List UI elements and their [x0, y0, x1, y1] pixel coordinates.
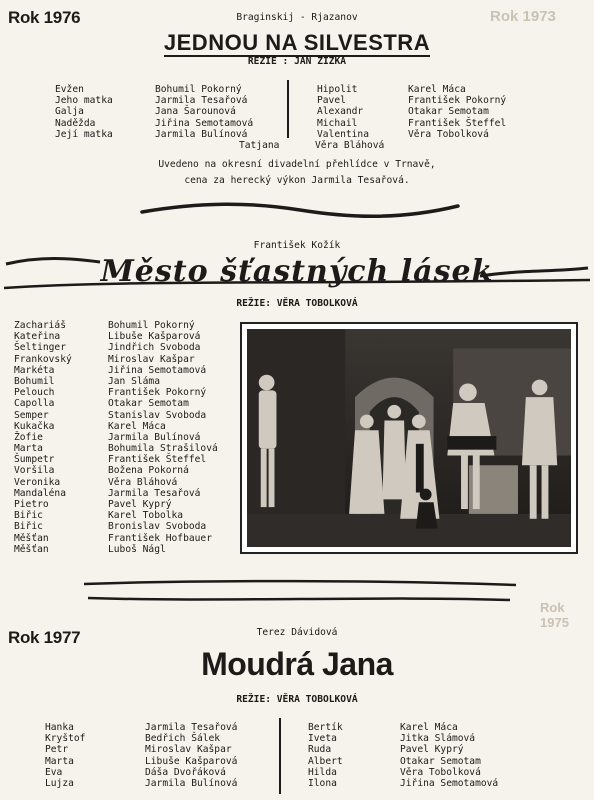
- role: Naděžda: [55, 117, 96, 129]
- play3-title: Moudrá Jana: [201, 646, 393, 682]
- role: Eva: [45, 766, 63, 778]
- actor: Jarmila Tesařová: [145, 722, 238, 733]
- role: Měšťan: [14, 543, 49, 555]
- role: Bohumil: [14, 375, 55, 387]
- actor: František Hofbauer: [108, 532, 212, 544]
- production-photo: [240, 322, 578, 554]
- actor: Miroslav Kašpar: [108, 353, 195, 365]
- actor: František Šteffel: [108, 454, 207, 466]
- role: Její matka: [55, 128, 113, 140]
- actor: Jiřina Semotamová: [400, 777, 499, 789]
- role: Kryštof: [45, 733, 86, 745]
- role: Ruda: [308, 744, 332, 756]
- play2-author: František Kožík: [253, 240, 341, 251]
- role: Iveta: [308, 733, 337, 745]
- role: Alexandr: [317, 106, 364, 118]
- actor: Libuše Kašparová: [145, 755, 238, 767]
- actor: Jan Sláma: [108, 375, 160, 387]
- actor: Jarmila Bulínová: [145, 777, 238, 789]
- play1-actors-left: [155, 84, 253, 140]
- wave-divider: [140, 200, 460, 220]
- actor: Jarmila Bulínová: [108, 431, 201, 443]
- actor: Bronislav Svoboda: [108, 521, 207, 533]
- role: Pavel: [317, 95, 346, 107]
- actor: Bedřich Šálek: [145, 733, 221, 745]
- role: Markéta: [14, 364, 55, 376]
- role: Biřic: [14, 521, 43, 533]
- year-1977: Rok 1977: [8, 628, 81, 647]
- role: Albert: [308, 755, 343, 767]
- play1-roles-right: [317, 84, 369, 140]
- role: Biřic: [14, 510, 43, 522]
- role: Měšťan: [14, 532, 49, 544]
- actor: Pavel Kyprý: [108, 499, 172, 510]
- role: Marta: [45, 755, 74, 767]
- role: Lujza: [45, 777, 74, 789]
- role: Šeltinger: [14, 342, 66, 354]
- role: Michail: [317, 117, 358, 129]
- role: Semper: [14, 409, 49, 421]
- role: Galja: [55, 106, 84, 118]
- role: Žofie: [14, 431, 43, 443]
- play1-title: [0, 30, 594, 56]
- role: Pelouch: [14, 387, 55, 399]
- actor: Jindřich Svoboda: [108, 342, 201, 354]
- bleed-year-left: Rok 1973: [490, 8, 556, 25]
- role: Jeho matka: [55, 95, 113, 107]
- play2-roles: [14, 320, 72, 555]
- role: Valentina: [317, 128, 369, 140]
- role: Voršila: [14, 465, 55, 477]
- actor: František Šteffel: [408, 117, 507, 129]
- play1-actors-right: [408, 84, 506, 140]
- double-rule-divider: [80, 576, 520, 608]
- play1-roles-left: [55, 84, 113, 140]
- column-divider: [279, 718, 281, 794]
- role: Zachariáš: [14, 320, 66, 331]
- actor: Jitka Slámová: [400, 733, 476, 745]
- actor: Miroslav Kašpar: [145, 744, 232, 756]
- play3-actors-left: [145, 722, 237, 789]
- actor: Pavel Kyprý: [400, 744, 464, 756]
- play3-roles-left: [45, 722, 85, 789]
- actor: František Pokorný: [408, 95, 507, 107]
- actor: František Pokorný: [108, 387, 207, 399]
- role: Hilda: [308, 766, 337, 778]
- role: Marta: [14, 443, 43, 455]
- actor: Otakar Semotam: [108, 398, 189, 410]
- play2-title: Město šťastných lásek: [100, 254, 494, 289]
- play1-title-text: JEDNOU NA SILVESTRA: [163, 30, 431, 55]
- play1-note-line2: cena za herecký výkon Jarmila Tesařová.: [184, 175, 410, 186]
- role: Šumpetr: [14, 454, 55, 466]
- play3-director: REŽIE: VĚRA TOBOLKOVÁ: [236, 694, 358, 705]
- role: Frankovský: [14, 353, 72, 365]
- play3-actors-right: [400, 722, 498, 789]
- actor: Věra Tobolková: [408, 128, 489, 140]
- actor: Stanislav Svoboda: [108, 409, 207, 421]
- role: Kateřina: [14, 331, 61, 343]
- play1-note-line1: Uvedeno na okresní divadelní přehlídce v Trnavě,: [158, 159, 436, 170]
- role: Pietro: [14, 499, 49, 510]
- actor: Božena Pokorná: [108, 465, 189, 477]
- actor: Bohumila Strašilová: [108, 443, 218, 455]
- actor: Jiřina Semotamová: [155, 117, 254, 129]
- actor: Otakar Semotam: [408, 106, 489, 118]
- actor: Jarmila Tesařová: [108, 487, 201, 499]
- role: Hipolit: [317, 84, 358, 95]
- role: Ilona: [308, 777, 337, 789]
- role: Hanka: [45, 722, 74, 733]
- play1-authors: Braginskij - Rjazanov: [236, 12, 358, 23]
- actor: Věra Tobolková: [400, 766, 481, 778]
- year-1976: Rok 1976: [8, 8, 81, 27]
- role: Veronika: [14, 476, 61, 488]
- play1-extra-role: Tatjana: [239, 140, 280, 151]
- actor: Věra Bláhová: [108, 476, 178, 488]
- role: Bertík: [308, 722, 343, 733]
- actor: Jarmila Bulínová: [155, 128, 248, 140]
- role: Capolla: [14, 398, 55, 410]
- actor: Jarmila Tesařová: [155, 95, 248, 107]
- play1-director: REŽIE : JAN ŽIŽKA: [247, 56, 347, 67]
- actor: Otakar Semotam: [400, 755, 481, 767]
- actor: Jana Šarounová: [155, 106, 236, 118]
- column-divider: [287, 80, 289, 138]
- actor: Dáša Dvořáková: [145, 766, 226, 778]
- photo-scene: [247, 329, 571, 547]
- actor: Karel Tobolka: [108, 510, 184, 522]
- play2-director: REŽIE: VĚRA TOBOLKOVÁ: [236, 298, 358, 309]
- actor: Jiřina Semotamová: [108, 364, 207, 376]
- play2-actors: [108, 320, 218, 555]
- role: Petr: [45, 744, 69, 756]
- actor: Karel Máca: [108, 420, 166, 432]
- actor: Libuše Kašparová: [108, 331, 201, 343]
- role: Kukačka: [14, 420, 55, 432]
- role: Evžen: [55, 84, 84, 95]
- play3-roles-right: [308, 722, 343, 789]
- bleed-year-right: Rok 1975: [540, 600, 569, 630]
- actor: Bohumil Pokorný: [108, 320, 195, 331]
- role: Mandaléna: [14, 487, 66, 499]
- play1-extra-actor: Věra Bláhová: [315, 140, 385, 151]
- play3-author: Terez Dávidová: [256, 627, 338, 638]
- actor: Luboš Nágl: [108, 543, 166, 555]
- actor: Karel Máca: [400, 722, 458, 733]
- actor: Bohumil Pokorný: [155, 84, 242, 95]
- actor: Karel Máca: [408, 84, 466, 95]
